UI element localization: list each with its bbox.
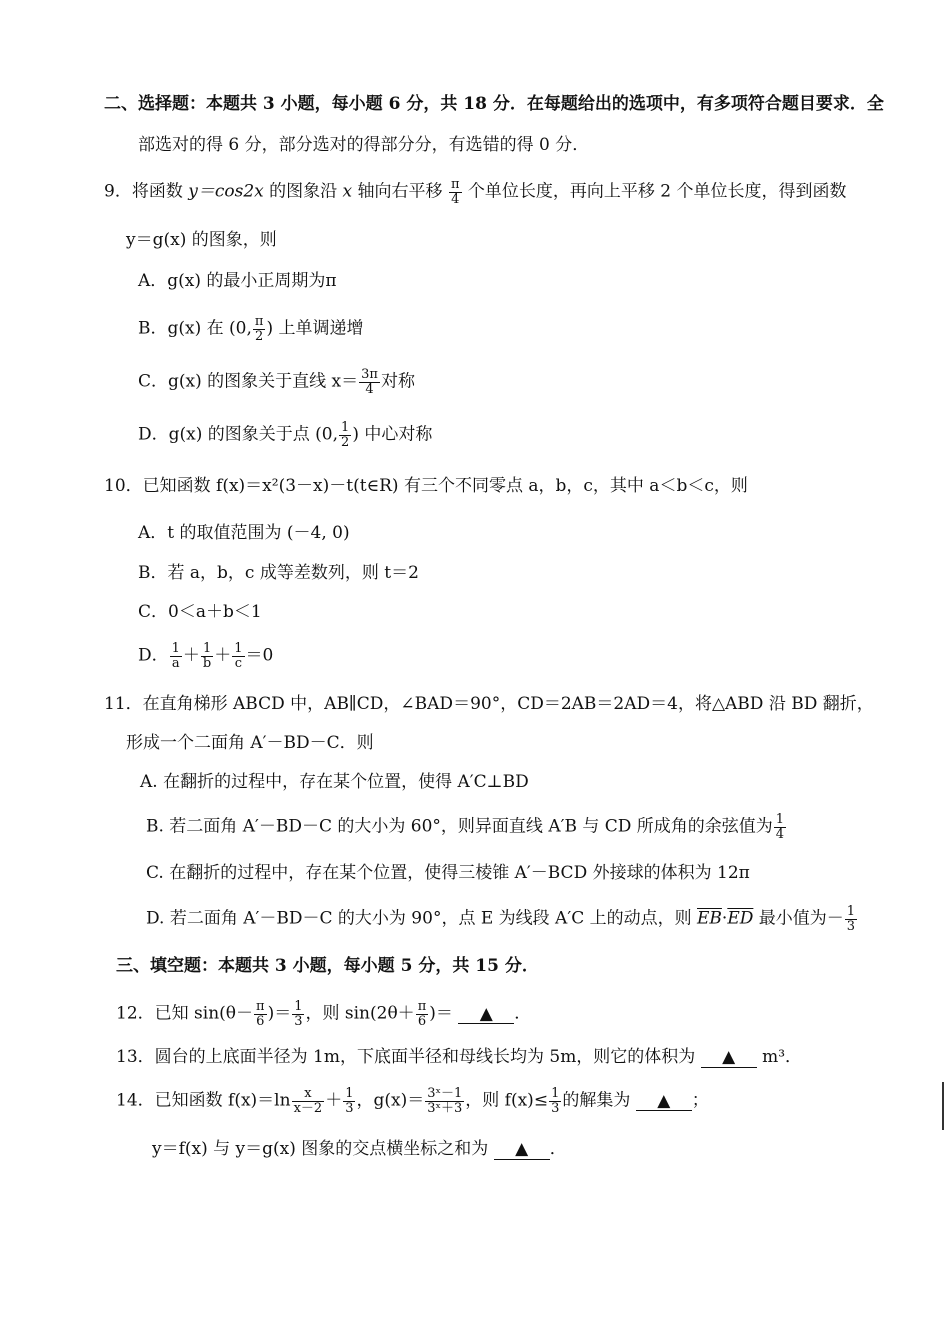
section-2-heading-cont: 部选对的得 6 分，部分选对的得部分分，有选错的得 0 分． bbox=[138, 135, 590, 155]
q14-d4: 3 bbox=[551, 1100, 560, 1116]
q12-n3: π bbox=[417, 999, 427, 1014]
q9-stem-a: 9．将函数 bbox=[104, 181, 183, 202]
q9-c-fraction bbox=[359, 368, 380, 396]
q10-d-n3: 1 bbox=[234, 641, 243, 656]
q14-a: 14．已知函数 f(x)＝ln bbox=[116, 1090, 291, 1111]
q9-b-den: 2 bbox=[255, 328, 264, 344]
q9-b-num: π bbox=[254, 314, 264, 329]
q13-answer-blank: ▲ bbox=[701, 1048, 757, 1068]
q14-d2: 3 bbox=[345, 1100, 354, 1116]
q11-option-d bbox=[146, 905, 858, 933]
q11-b-den: 4 bbox=[775, 826, 785, 842]
q14-frac-2 bbox=[343, 1087, 355, 1115]
q9-option-a: A．g(x) 的最小正周期为π bbox=[138, 271, 337, 291]
q12-frac-3 bbox=[416, 1000, 429, 1028]
q9-func: y＝cos2x bbox=[188, 181, 264, 202]
q12-d2: 3 bbox=[294, 1013, 303, 1029]
scan-edge-mark bbox=[942, 1082, 944, 1130]
q10-d-d1: a bbox=[171, 655, 180, 671]
q9-option-d bbox=[138, 421, 432, 449]
q10-d-n2: 1 bbox=[201, 642, 213, 657]
q14-e: 的解集为 bbox=[562, 1090, 631, 1111]
q9-b-b: ) 上单调递增 bbox=[266, 318, 364, 339]
q11-option-a: A. 在翻折的过程中，存在某个位置，使得 A′C⊥BD bbox=[140, 772, 529, 792]
question-14-cont bbox=[152, 1140, 567, 1160]
q9-option-b bbox=[138, 315, 363, 343]
q14-frac-3 bbox=[425, 1087, 464, 1115]
q10-d-label: D． bbox=[138, 645, 169, 666]
q14-b: ＋ bbox=[325, 1090, 343, 1111]
q9-stem-d: 个单位长度，再向上平移 2 个单位长度，得到函数 bbox=[467, 181, 847, 202]
q9-b-fraction bbox=[253, 315, 266, 343]
q12-d: )＝ bbox=[429, 1003, 453, 1024]
q11-d-dot: · bbox=[721, 908, 728, 929]
q14-d: ，则 f(x)≤ bbox=[465, 1090, 549, 1111]
q9-c-den: 4 bbox=[365, 381, 374, 397]
q14-n2: 1 bbox=[345, 1086, 354, 1101]
q11-b-num: 1 bbox=[775, 812, 785, 827]
question-13 bbox=[116, 1048, 802, 1068]
q10-d-d2: b bbox=[202, 655, 212, 671]
q10-option-d: D． $\frac{1}{a}$ ＋ $\frac{1}{b}$ ＋ $\frac{1}{c}$ ＝0 bbox=[138, 641, 274, 671]
q12-answer-blank: ▲ bbox=[458, 1005, 514, 1025]
q14-d3: 3ˣ＋3 bbox=[427, 1100, 463, 1116]
q9-option-c bbox=[138, 368, 415, 396]
q12-c: ，则 sin(2θ＋ bbox=[305, 1003, 415, 1024]
q9-c-a: C．g(x) 的图象关于直线 x＝ bbox=[138, 371, 359, 392]
q12-e: ． bbox=[514, 1003, 532, 1024]
q10-d-frac-2 bbox=[201, 642, 213, 670]
q9-d-num: 1 bbox=[341, 420, 350, 435]
q9-d-den: 2 bbox=[341, 434, 350, 450]
q11-option-b bbox=[146, 813, 787, 841]
q10-d-d3: c bbox=[234, 655, 243, 671]
q11-d-vector-ed: $\overline{ED}$ bbox=[727, 908, 754, 929]
q14-frac-4 bbox=[549, 1087, 561, 1115]
q11-b-fraction bbox=[774, 813, 786, 841]
q9-c-b: 对称 bbox=[380, 371, 415, 392]
section-3-heading: 三、填空题：本题共 3 小题，每小题 5 分，共 15 分． bbox=[116, 956, 539, 976]
q14-c: ，g(x)＝ bbox=[356, 1090, 425, 1111]
q14-f: ； bbox=[691, 1090, 709, 1111]
q9-shift-num: π bbox=[450, 177, 460, 192]
q12-frac-2 bbox=[292, 1000, 304, 1028]
q10-d-frac-3 bbox=[232, 642, 244, 670]
q13-a: 13．圆台的上底面半径为 1m，下底面半径和母线长均为 5m，则它的体积为 bbox=[116, 1047, 696, 1067]
q9-b-a: B．g(x) 在 (0, bbox=[138, 318, 252, 339]
q13-b: m³． bbox=[762, 1047, 803, 1067]
q11-d-fraction bbox=[845, 905, 857, 933]
q11-d-vector-eb: $\overline{EB}$ bbox=[697, 908, 722, 929]
q14-frac-1 bbox=[292, 1087, 325, 1115]
question-12 bbox=[116, 1000, 531, 1028]
q11-d-b: 最小值为－ bbox=[758, 908, 844, 929]
q14-answer-blank-1: ▲ bbox=[636, 1092, 692, 1112]
q11-b-a: B. 若二面角 A′－BD－C 的大小为 60°，则异面直线 A′B 与 CD 所成角的余弦值为 bbox=[146, 816, 773, 837]
q9-shift-fraction bbox=[449, 178, 462, 206]
q9-d-b: ) 中心对称 bbox=[352, 424, 433, 445]
q11-d-num: 1 bbox=[846, 904, 856, 919]
section-2-heading: 二、选择题：本题共 3 小题，每小题 6 分，共 18 分．在每题给出的选项中，有多项符合题目要求．全 bbox=[104, 94, 884, 114]
question-10-stem: 10．已知函数 f(x)＝x²(3－x)－t(t∈R) 有三个不同零点 a，b，c，其中 a＜b＜c，则 bbox=[104, 476, 748, 496]
q10-option-b: B．若 a，b，c 成等差数列，则 t＝2 bbox=[138, 563, 419, 583]
q12-b: )＝ bbox=[267, 1003, 292, 1024]
q14-n1: x bbox=[292, 1087, 325, 1102]
q12-n1: π bbox=[256, 999, 265, 1014]
q10-option-c: C．0＜a＋b＜1 bbox=[138, 602, 262, 622]
q14-n3: 3ˣ－1 bbox=[427, 1086, 463, 1101]
q9-d-fraction bbox=[339, 421, 351, 449]
question-11-stem-cont: 形成一个二面角 A′－BD－C．则 bbox=[126, 733, 374, 753]
q9-axis: x bbox=[342, 181, 353, 202]
q10-option-a: A．t 的取值范围为 (－4, 0) bbox=[138, 523, 350, 543]
q12-d1: 6 bbox=[256, 1013, 265, 1029]
q9-stem-b: 的图象沿 bbox=[269, 181, 338, 202]
question-14 bbox=[116, 1087, 709, 1115]
q14-line2-a: y＝f(x) 与 y＝g(x) 图象的交点横坐标之和为 bbox=[152, 1139, 489, 1159]
q12-d3: 6 bbox=[417, 1013, 427, 1029]
q9-c-num: 3π bbox=[361, 367, 378, 382]
q14-line2-b: ． bbox=[549, 1139, 567, 1159]
q12-a: 12．已知 sin(θ－ bbox=[116, 1003, 254, 1024]
q10-d-tail: ＝0 bbox=[245, 645, 274, 666]
q10-d-frac-1 bbox=[170, 642, 182, 670]
q10-d-n1: 1 bbox=[171, 641, 180, 656]
question-9-stem-cont: y＝g(x) 的图象，则 bbox=[126, 230, 277, 250]
q14-n4: 1 bbox=[551, 1086, 560, 1101]
q11-option-c: C. 在翻折的过程中，存在某个位置，使得三棱锥 A′－BCD 外接球的体积为 12π bbox=[146, 863, 750, 883]
q9-d-a: D．g(x) 的图象关于点 (0, bbox=[138, 424, 339, 445]
q14-d1: x－2 bbox=[293, 1100, 323, 1116]
q9-shift-den: 4 bbox=[451, 191, 460, 207]
q12-n2: 1 bbox=[294, 999, 303, 1014]
q11-d-a: D. 若二面角 A′－BD－C 的大小为 90°，点 E 为线段 A′C 上的动点，则 bbox=[146, 908, 692, 929]
question-9-stem bbox=[104, 178, 847, 206]
q12-frac-1 bbox=[254, 1000, 267, 1028]
q11-d-den: 3 bbox=[846, 918, 856, 934]
q14-answer-blank-2: ▲ bbox=[494, 1140, 550, 1160]
question-11-stem: 11．在直角梯形 ABCD 中，AB∥CD，∠BAD＝90°，CD＝2AB＝2AD＝4，将△ABD 沿 BD 翻折， bbox=[104, 694, 874, 714]
q9-stem-c: 轴向右平移 bbox=[357, 181, 443, 202]
